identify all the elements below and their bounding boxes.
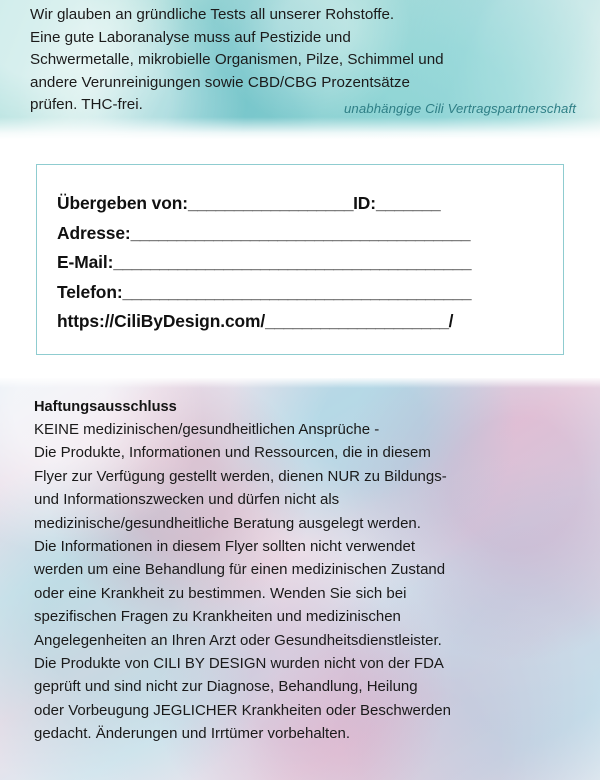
- form-row-email: [57, 248, 545, 278]
- form-field-website[interactable]: ____________________: [265, 311, 449, 331]
- form-row-referrer: [57, 189, 545, 219]
- disclaimer-line: Die Produkte von CILI BY DESIGN wurden nicht von der FDA: [34, 655, 444, 673]
- lab-testing-line: Schwermetalle, mikrobielle Organismen, Pilze, Schimmel und: [30, 51, 444, 69]
- form-field-id[interactable]: _______: [375, 193, 441, 213]
- disclaimer-line: Die Informationen in diesem Flyer sollten nicht verwendet: [34, 538, 416, 556]
- form-label-website: https://CiliByDesign.com/: [57, 311, 266, 331]
- disclaimer-line: gedacht. Änderungen und Irrtümer vorbehalten.: [34, 725, 351, 743]
- form-website-slash: /: [448, 311, 454, 331]
- form-field-phone[interactable]: ______________________________________: [122, 281, 472, 302]
- form-row-website: [57, 307, 545, 337]
- form-label-id: ID:: [353, 193, 376, 213]
- form-row-address: [57, 219, 545, 249]
- lab-testing-line: andere Verunreinigungen sowie CBD/CBG Prozentsätze: [30, 73, 410, 91]
- form-row-phone: [57, 278, 545, 308]
- form-label-address: Adresse:: [57, 222, 131, 243]
- form-field-email[interactable]: _______________________________________: [113, 252, 472, 272]
- lab-partnership-signature: unabhängige Cili Vertragspartnerschaft: [343, 101, 576, 116]
- form-section: [0, 139, 600, 378]
- disclaimer-line: oder eine Krankheit zu bestimmen. Wenden Sie sich bei: [34, 584, 407, 602]
- disclaimer-line: Angelegenheiten an Ihren Arzt oder Gesundheitsdienstleister.: [34, 631, 442, 649]
- lab-testing-line: Eine gute Laboranalyse muss auf Pestizide und: [30, 28, 351, 46]
- disclaimer-line: geprüft und sind nicht zur Diagnose, Behandlung, Heilung: [34, 678, 418, 696]
- disclaimer-line: Die Produkte, Informationen und Ressourcen, die in diesem: [34, 444, 431, 462]
- disclaimer-line: KEINE medizinischen/gesundheitlichen Ansprüche -: [34, 421, 380, 438]
- disclaimer-line: medizinische/gesundheitliche Beratung ausgelegt werden.: [34, 514, 421, 532]
- lab-testing-line: prüfen. THC-frei.: [30, 96, 143, 114]
- disclaimer-line: oder Vorbeugung JEGLICHER Krankheiten oder Beschwerden: [34, 701, 451, 719]
- form-label-email: E-Mail:: [57, 252, 114, 272]
- disclaimer-body: [34, 418, 576, 746]
- disclaimer-panel: [0, 378, 600, 780]
- lab-testing-band: [0, 0, 600, 139]
- disclaimer-line: und Informationszwecken und dürfen nicht als: [34, 491, 340, 509]
- disclaimer-line: werden um eine Behandlung für einen medizinischen Zustand: [34, 561, 446, 579]
- disclaimer-line: Flyer zur Verfügung gestellt werden, dienen NUR zu Bildungs-: [34, 467, 447, 485]
- lab-testing-line: Wir glauben an gründliche Tests all unserer Rohstoffe.: [30, 6, 395, 23]
- form-label-referrer: Übergeben von:: [57, 193, 188, 213]
- referral-form-box: [36, 164, 564, 355]
- form-field-referrer[interactable]: __________________: [187, 193, 354, 213]
- disclaimer-title: Haftungsausschluss: [34, 399, 177, 415]
- form-label-phone: Telefon:: [57, 281, 123, 302]
- disclaimer-line: spezifischen Fragen zu Krankheiten und medizinischen: [34, 608, 401, 626]
- form-field-address[interactable]: _____________________________________: [130, 222, 470, 243]
